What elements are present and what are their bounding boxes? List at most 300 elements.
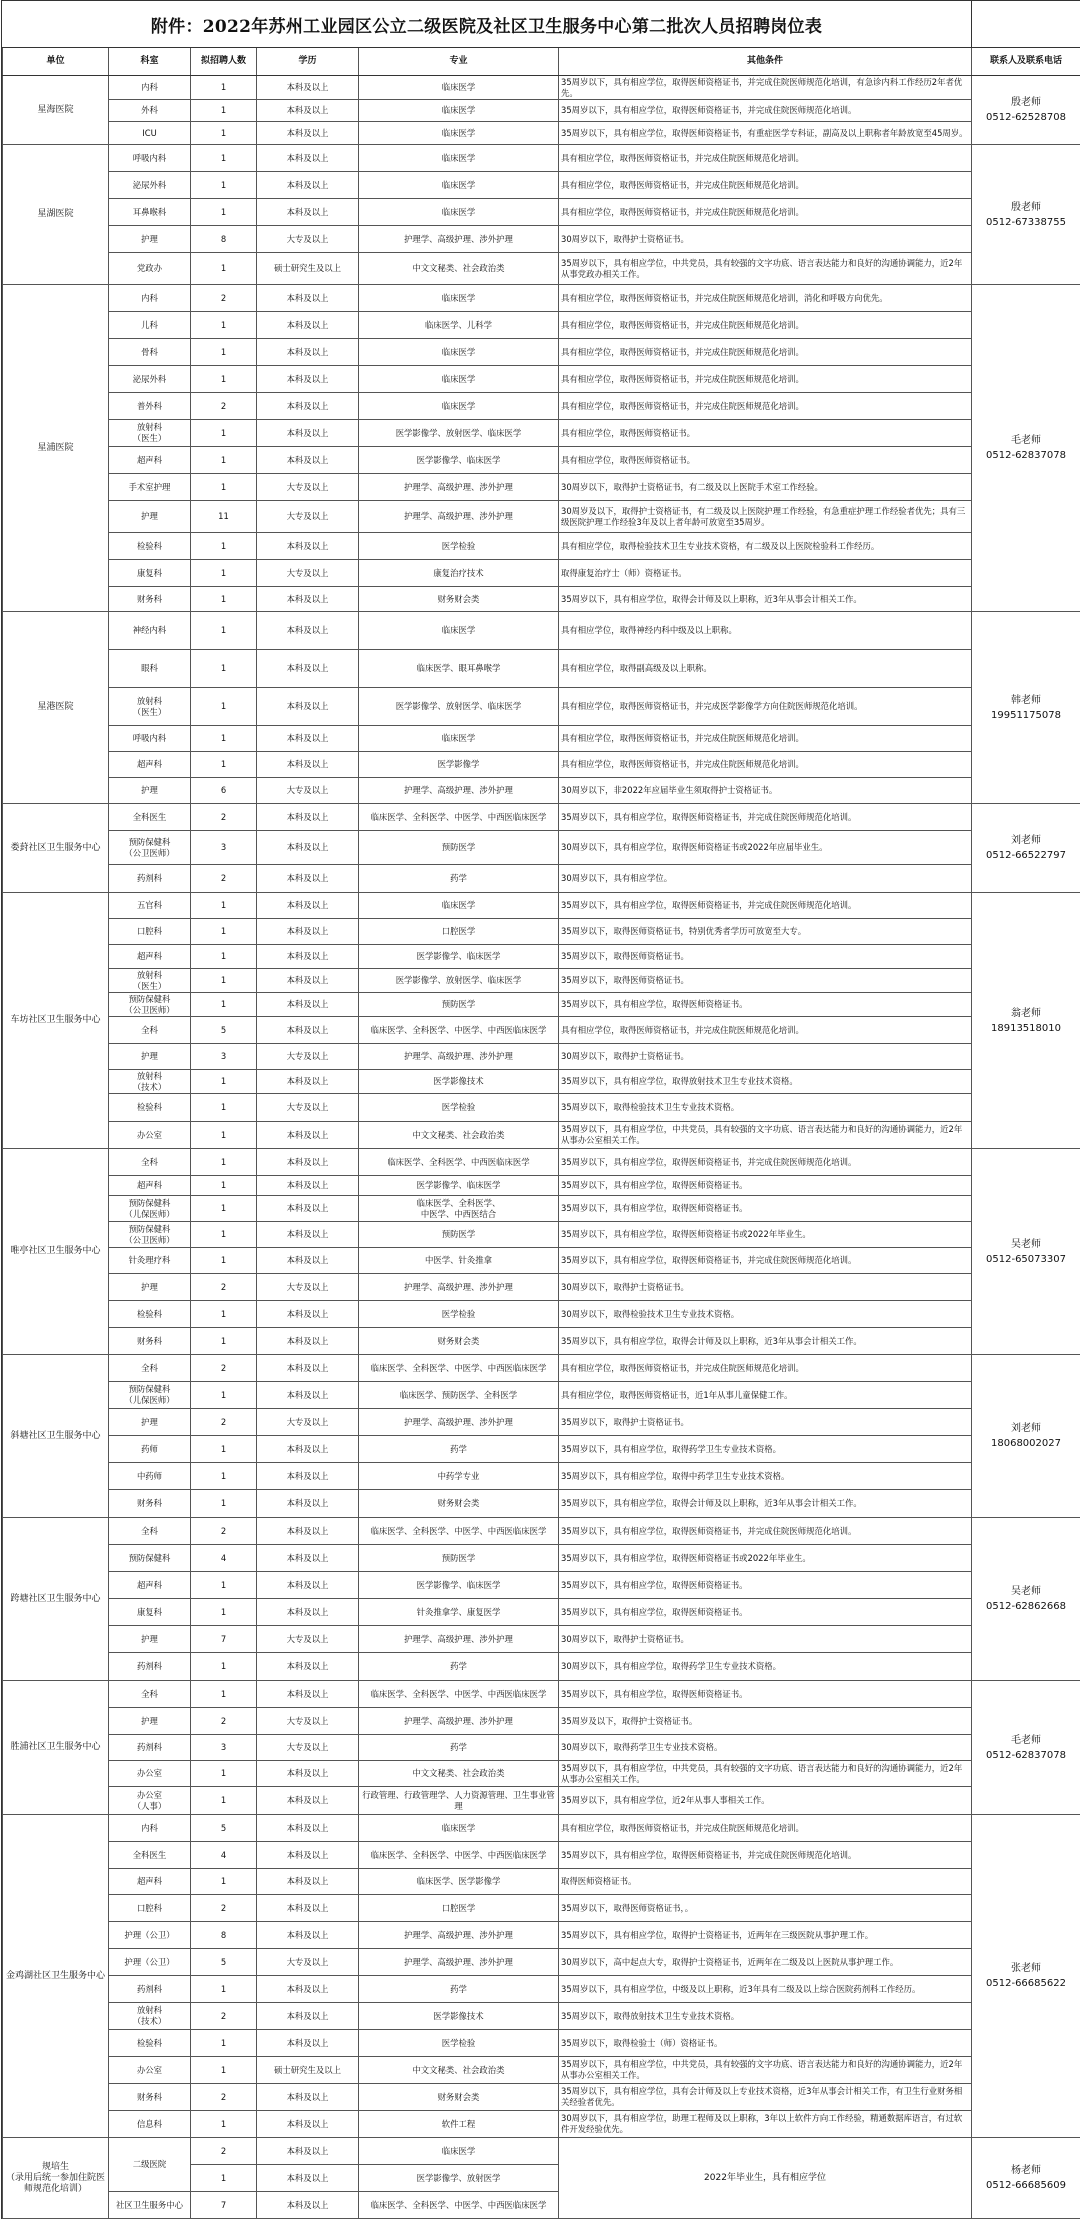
count-cell: 1 xyxy=(191,1681,257,1708)
table-row xyxy=(3,726,1080,752)
dept-cell: 全科医生 xyxy=(109,804,191,831)
conditions-cell: 35周岁以下，具有相应学位，取得医师资格证书，并完成住院医师规范化培训。 xyxy=(559,893,972,919)
conditions-cell: 35周岁以下，具有相应学位，中共党员，具有较强的文字功底、语言表达能力和良好的沟通协调能力，近2年从事办公室相关工作。 xyxy=(559,1761,972,1787)
conditions-cell: 具有相应学位，取得医师资格证书，并完成住院医师规范化培训。 xyxy=(559,1355,972,1382)
education-cell: 本科及以上 xyxy=(257,1355,359,1382)
contact-name: 张老师 xyxy=(974,1961,1078,1976)
education-cell: 本科及以上 xyxy=(257,1599,359,1626)
major-cell: 医学影像技术 xyxy=(359,1070,559,1094)
table-row xyxy=(3,1545,1080,1572)
conditions-cell: 35周岁以下，取得护士资格证书。 xyxy=(559,1409,972,1436)
conditions-cell: 35周岁以下，具有相应学位，取得会计师及以上职称，近3年从事会计相关工作。 xyxy=(559,1328,972,1355)
dept-cell: 预防保健科 （儿保医师） xyxy=(109,1196,191,1222)
education-cell: 本科及以上 xyxy=(257,1436,359,1463)
dept-cell: 儿科 xyxy=(109,312,191,339)
count-cell: 1 xyxy=(191,1248,257,1274)
dept-cell: 全科 xyxy=(109,1681,191,1708)
conditions-cell: 35周岁以下，取得检验士（师）资格证书。 xyxy=(559,2030,972,2057)
education-cell: 大专及以上 xyxy=(257,474,359,501)
major-cell: 医学影像学、放射医学、临床医学 xyxy=(359,420,559,447)
conditions-cell: 35周岁以下，具有相应学位，取得医师资格证书。 xyxy=(559,993,972,1017)
table-row xyxy=(3,1382,1080,1409)
dept-cell: 护理 xyxy=(109,1708,191,1735)
major-cell: 护理学、高级护理、涉外护理 xyxy=(359,1274,559,1301)
dept-cell: 超声科 xyxy=(109,1869,191,1895)
education-cell: 本科及以上 xyxy=(257,893,359,919)
contact-name: 殷老师 xyxy=(974,95,1078,110)
conditions-cell: 35周岁以下，具有相应学位，取得医师资格证书。 xyxy=(559,1572,972,1599)
dept-cell: 检验科 xyxy=(109,2030,191,2057)
count-cell: 1 xyxy=(191,1176,257,1196)
conditions-cell: 具有相应学位，取得医师资格证书，并完成住院医师规范化培训，消化和呼吸方向优先。 xyxy=(559,285,972,312)
major-cell: 口腔医学 xyxy=(359,1895,559,1922)
table-row xyxy=(3,1787,1080,1815)
major-cell: 临床医学 xyxy=(359,199,559,226)
conditions-cell: 35周岁以下，取得医师资格证书，。 xyxy=(559,1895,972,1922)
major-cell: 医学影像学、放射医学、临床医学 xyxy=(359,688,559,726)
count-cell: 8 xyxy=(191,226,257,253)
count-cell: 1 xyxy=(191,945,257,969)
count-cell: 2 xyxy=(191,865,257,893)
table-row xyxy=(3,1572,1080,1599)
dept-cell: 耳鼻喉科 xyxy=(109,199,191,226)
dept-cell: 眼科 xyxy=(109,650,191,688)
contact-phone: 18913518010 xyxy=(974,1021,1078,1036)
education-cell: 本科及以上 xyxy=(257,1222,359,1248)
conditions-cell: 30周岁以下，取得护士资格证书。 xyxy=(559,226,972,253)
education-cell: 大专及以上 xyxy=(257,1735,359,1761)
education-cell: 本科及以上 xyxy=(257,1869,359,1895)
table-row xyxy=(3,145,1080,172)
dept-cell: 放射科 （技术） xyxy=(109,2003,191,2030)
table-row xyxy=(3,1301,1080,1328)
education-cell: 本科及以上 xyxy=(257,339,359,366)
count-cell: 2 xyxy=(191,1518,257,1545)
table-header-row xyxy=(3,48,1080,76)
positions-table xyxy=(2,48,1080,2219)
contact-phone: 18068002027 xyxy=(974,1436,1078,1451)
table-row xyxy=(3,587,1080,612)
major-cell: 医学检验 xyxy=(359,1301,559,1328)
education-cell: 本科及以上 xyxy=(257,1196,359,1222)
count-cell: 1 xyxy=(191,1869,257,1895)
contact-cell xyxy=(972,76,1080,145)
major-cell: 医学影像技术 xyxy=(359,2003,559,2030)
count-cell: 1 xyxy=(191,2165,257,2192)
header-education: 学历 xyxy=(257,48,359,76)
conditions-cell: 30周岁以下，非2022年应届毕业生须取得护士资格证书。 xyxy=(559,778,972,804)
major-cell: 临床医学 xyxy=(359,339,559,366)
table-row xyxy=(3,1653,1080,1681)
major-cell: 中文文秘类、社会政治类 xyxy=(359,1122,559,1149)
count-cell: 1 xyxy=(191,1599,257,1626)
table-row xyxy=(3,172,1080,199)
education-cell: 本科及以上 xyxy=(257,2030,359,2057)
title-row xyxy=(2,0,1080,48)
table-row xyxy=(3,1518,1080,1545)
conditions-cell: 30周岁以下，具有相应学位。 xyxy=(559,865,972,893)
education-cell: 本科及以上 xyxy=(257,2084,359,2111)
count-cell: 1 xyxy=(191,1572,257,1599)
dept-cell: 办公室 xyxy=(109,1761,191,1787)
unit-cell: 星港医院 xyxy=(3,612,109,804)
count-cell: 2 xyxy=(191,1708,257,1735)
count-cell: 1 xyxy=(191,893,257,919)
major-cell: 医学检验 xyxy=(359,2030,559,2057)
contact-cell xyxy=(972,804,1080,893)
contact-name: 殷老师 xyxy=(974,200,1078,215)
major-cell: 护理学、高级护理、涉外护理 xyxy=(359,1409,559,1436)
dept-cell: 超声科 xyxy=(109,447,191,474)
count-cell: 2 xyxy=(191,393,257,420)
conditions-cell: 具有相应学位，取得医师资格证书，并完成医学影像学方向住院医师规范化培训。 xyxy=(559,688,972,726)
table-row xyxy=(3,1017,1080,1044)
major-cell: 医学影像学、临床医学 xyxy=(359,1176,559,1196)
dept-cell: 护理（公卫） xyxy=(109,1949,191,1976)
major-cell: 预防医学 xyxy=(359,831,559,865)
education-cell: 本科及以上 xyxy=(257,145,359,172)
dept-cell: 预防保健科 xyxy=(109,1545,191,1572)
major-cell: 临床医学、全科医学、中医学、中西医临床医学 xyxy=(359,1681,559,1708)
education-cell: 大专及以上 xyxy=(257,778,359,804)
major-cell: 软件工程 xyxy=(359,2111,559,2138)
count-cell: 1 xyxy=(191,1976,257,2003)
education-cell: 本科及以上 xyxy=(257,831,359,865)
education-cell: 本科及以上 xyxy=(257,100,359,122)
count-cell: 2 xyxy=(191,1274,257,1301)
count-cell: 1 xyxy=(191,339,257,366)
dept-cell: 护理 xyxy=(109,1409,191,1436)
conditions-cell: 具有相应学位，取得医师资格证书，并完成住院医师规范化培训。 xyxy=(559,752,972,778)
education-cell: 本科及以上 xyxy=(257,969,359,993)
conditions-cell: 30周岁以下，具有相应学位，取得药学卫生专业技术资格。 xyxy=(559,1653,972,1681)
table-row xyxy=(3,1122,1080,1149)
conditions-cell: 35周岁以下，具有相应学位，取得医师资格证书或2022年毕业生。 xyxy=(559,1222,972,1248)
contact-cell xyxy=(972,1149,1080,1355)
dept-cell: 中药师 xyxy=(109,1463,191,1490)
count-cell: 7 xyxy=(191,2192,257,2219)
header-unit: 单位 xyxy=(3,48,109,76)
major-cell: 预防医学 xyxy=(359,1222,559,1248)
major-cell: 临床医学、眼耳鼻喉学 xyxy=(359,650,559,688)
dept-cell: ICU xyxy=(109,122,191,145)
header-major: 专业 xyxy=(359,48,559,76)
count-cell: 1 xyxy=(191,1122,257,1149)
education-cell: 本科及以上 xyxy=(257,1518,359,1545)
conditions-cell: 取得康复治疗士（师）资格证书。 xyxy=(559,560,972,587)
education-cell: 大专及以上 xyxy=(257,1094,359,1122)
major-cell: 中文文秘类、社会政治类 xyxy=(359,2057,559,2084)
major-cell: 临床医学 xyxy=(359,100,559,122)
education-cell: 大专及以上 xyxy=(257,226,359,253)
major-cell: 护理学、高级护理、涉外护理 xyxy=(359,1044,559,1070)
major-cell: 护理学、高级护理、涉外护理 xyxy=(359,1626,559,1653)
header-dept: 科室 xyxy=(109,48,191,76)
table-row xyxy=(3,100,1080,122)
education-cell: 本科及以上 xyxy=(257,420,359,447)
count-cell: 1 xyxy=(191,1070,257,1094)
table-row xyxy=(3,612,1080,650)
conditions-cell: 具有相应学位，取得医师资格证书，并完成住院医师规范化培训。 xyxy=(559,726,972,752)
unit-cell: 星湖医院 xyxy=(3,145,109,285)
education-cell: 本科及以上 xyxy=(257,1545,359,1572)
major-cell: 医学影像学、放射医学、临床医学 xyxy=(359,969,559,993)
dept-cell: 护理 xyxy=(109,1044,191,1070)
conditions-cell: 35周岁以下，具有相应学位，取得医师资格证书。 xyxy=(559,1681,972,1708)
dept-cell: 口腔科 xyxy=(109,1895,191,1922)
contact-cell xyxy=(972,1815,1080,2138)
dept-cell: 办公室 xyxy=(109,1122,191,1149)
count-cell: 2 xyxy=(191,2138,257,2165)
major-cell: 临床医学 xyxy=(359,893,559,919)
education-cell: 本科及以上 xyxy=(257,447,359,474)
table-row xyxy=(3,1976,1080,2003)
education-cell: 本科及以上 xyxy=(257,752,359,778)
conditions-cell: 30周岁以下，取得护士资格证书。 xyxy=(559,1626,972,1653)
conditions-cell: 35周岁以下，具有相应学位，取得医师资格证书，并完成住院医师规范化培训。 xyxy=(559,1149,972,1176)
table-row xyxy=(3,1176,1080,1196)
conditions-cell: 35周岁以下，具有相应学位，取得会计师及以上职称，近3年从事会计相关工作。 xyxy=(559,587,972,612)
major-cell: 临床医学、全科医学、中医学、中西医临床医学 xyxy=(359,1017,559,1044)
conditions-cell: 30周岁及以下，取得护士资格证书，有二级及以上医院护理工作经验，有急重症护理工作经验者优先；具有三级医院护理工作经验3年及以上者年龄可放宽至35周岁。 xyxy=(559,501,972,533)
dept-cell: 内科 xyxy=(109,1815,191,1842)
dept-cell: 药剂科 xyxy=(109,1976,191,2003)
table-row xyxy=(3,1708,1080,1735)
dept-cell: 财务科 xyxy=(109,587,191,612)
dept-cell: 外科 xyxy=(109,100,191,122)
count-cell: 7 xyxy=(191,1626,257,1653)
table-row xyxy=(3,1761,1080,1787)
conditions-cell: 35周岁以下，具有相应学位，取得医师资格证书。 xyxy=(559,1196,972,1222)
dept-cell: 党政办 xyxy=(109,253,191,285)
contact-name: 刘老师 xyxy=(974,1421,1078,1436)
count-cell: 2 xyxy=(191,1355,257,1382)
conditions-cell: 35周岁以下，具有相应学位，中共党员，具有较强的文字功底、语言表达能力和良好的沟通协调能力，近2年从事办公室相关工作。 xyxy=(559,1122,972,1149)
table-row xyxy=(3,993,1080,1017)
table-row xyxy=(3,1149,1080,1176)
table-row xyxy=(3,969,1080,993)
major-cell: 医学影像学、临床医学 xyxy=(359,1572,559,1599)
major-cell: 预防医学 xyxy=(359,993,559,1017)
dept-cell: 办公室 （人事） xyxy=(109,1787,191,1815)
major-cell: 药学 xyxy=(359,1436,559,1463)
contact-cell xyxy=(972,1518,1080,1681)
conditions-cell: 35周岁以下，取得医师资格证书。 xyxy=(559,969,972,993)
table-row xyxy=(3,1490,1080,1518)
education-cell: 本科及以上 xyxy=(257,393,359,420)
education-cell: 本科及以上 xyxy=(257,1653,359,1681)
contact-name: 吴老师 xyxy=(974,1237,1078,1252)
contact-name: 吴老师 xyxy=(974,1584,1078,1599)
education-cell: 本科及以上 xyxy=(257,945,359,969)
table-row xyxy=(3,752,1080,778)
table-row xyxy=(3,2084,1080,2111)
dept-cell: 五官科 xyxy=(109,893,191,919)
dept-cell: 放射科 （医生） xyxy=(109,420,191,447)
conditions-cell: 30周岁以下，取得药学卫生专业技术资格。 xyxy=(559,1735,972,1761)
education-cell: 本科及以上 xyxy=(257,1895,359,1922)
conditions-cell: 35周岁以下，具有相应学位，取得医师资格证书，有重症医学专科证，副高及以上职称者年龄放宽至45周岁。 xyxy=(559,122,972,145)
count-cell: 1 xyxy=(191,312,257,339)
table-row xyxy=(3,1626,1080,1653)
education-cell: 本科及以上 xyxy=(257,865,359,893)
table-row xyxy=(3,420,1080,447)
major-cell: 财务财会类 xyxy=(359,587,559,612)
table-row xyxy=(3,226,1080,253)
count-cell: 1 xyxy=(191,76,257,100)
contact-cell xyxy=(972,145,1080,285)
count-cell: 1 xyxy=(191,1653,257,1681)
conditions-cell: 35周岁以下，具有相应学位，取得医师资格证书。 xyxy=(559,1176,972,1196)
dept-cell: 预防保健科 （公卫医师） xyxy=(109,831,191,865)
count-cell: 1 xyxy=(191,1196,257,1222)
education-cell: 本科及以上 xyxy=(257,533,359,560)
conditions-cell: 30周岁以下，取得护士资格证书。 xyxy=(559,1274,972,1301)
dept-cell: 检验科 xyxy=(109,533,191,560)
table-body xyxy=(3,76,1080,2219)
dept-cell: 口腔科 xyxy=(109,919,191,945)
table-row xyxy=(3,1248,1080,1274)
education-cell: 本科及以上 xyxy=(257,804,359,831)
education-cell: 大专及以上 xyxy=(257,1708,359,1735)
conditions-cell: 35周岁以下，取得检验技术卫生专业技术资格。 xyxy=(559,1094,972,1122)
major-cell: 医学影像学 xyxy=(359,752,559,778)
count-cell: 2 xyxy=(191,1895,257,1922)
education-cell: 大专及以上 xyxy=(257,1409,359,1436)
conditions-cell: 35周岁及以下，取得护士资格证书。 xyxy=(559,1708,972,1735)
education-cell: 本科及以上 xyxy=(257,312,359,339)
conditions-cell: 具有相应学位，取得医师资格证书，并完成住院医师规范化培训。 xyxy=(559,393,972,420)
dept-cell: 办公室 xyxy=(109,2057,191,2084)
count-cell: 3 xyxy=(191,1044,257,1070)
dept-cell: 药剂科 xyxy=(109,1653,191,1681)
count-cell: 1 xyxy=(191,1328,257,1355)
count-cell: 1 xyxy=(191,650,257,688)
contact-name: 刘老师 xyxy=(974,833,1078,848)
education-cell: 硕士研究生及以上 xyxy=(257,2057,359,2084)
conditions-cell: 30周岁以下，具有相应学位，取得医师资格证书或2022年应届毕业生。 xyxy=(559,831,972,865)
major-cell: 临床医学 xyxy=(359,612,559,650)
count-cell: 1 xyxy=(191,420,257,447)
dept-cell: 财务科 xyxy=(109,2084,191,2111)
major-cell: 临床医学 xyxy=(359,172,559,199)
unit-cell: 星海医院 xyxy=(3,76,109,145)
unit-cell: 娄葑社区卫生服务中心 xyxy=(3,804,109,893)
header-conditions: 其他条件 xyxy=(559,48,972,76)
contact-cell xyxy=(972,1355,1080,1518)
dept-cell: 全科 xyxy=(109,1518,191,1545)
table-row xyxy=(3,2111,1080,2138)
dept-cell: 预防保健科 （公卫医师） xyxy=(109,993,191,1017)
conditions-cell: 35周岁以下，具有相应学位，取得中药学卫生专业技术资格。 xyxy=(559,1463,972,1490)
title-side-cell xyxy=(972,1,1080,47)
table-row xyxy=(3,1094,1080,1122)
major-cell: 护理学、高级护理、涉外护理 xyxy=(359,1949,559,1976)
dept-cell: 超声科 xyxy=(109,752,191,778)
education-cell: 本科及以上 xyxy=(257,366,359,393)
major-cell: 护理学、高级护理、涉外护理 xyxy=(359,501,559,533)
count-cell: 1 xyxy=(191,172,257,199)
contact-name: 毛老师 xyxy=(974,1733,1078,1748)
dept-cell: 泌尿外科 xyxy=(109,366,191,393)
education-cell: 本科及以上 xyxy=(257,1761,359,1787)
table-row xyxy=(3,339,1080,366)
unit-cell: 胜浦社区卫生服务中心 xyxy=(3,1681,109,1815)
major-cell: 针灸推拿学、康复医学 xyxy=(359,1599,559,1626)
table-row xyxy=(3,122,1080,145)
education-cell: 本科及以上 xyxy=(257,650,359,688)
count-cell: 11 xyxy=(191,501,257,533)
count-cell: 1 xyxy=(191,1463,257,1490)
unit-cell: 跨塘社区卫生服务中心 xyxy=(3,1518,109,1681)
table-row xyxy=(3,1222,1080,1248)
table-row xyxy=(3,919,1080,945)
conditions-cell: 具有相应学位，取得神经内科中级及以上职称。 xyxy=(559,612,972,650)
dept-cell: 药师 xyxy=(109,1436,191,1463)
unit-cell: 金鸡湖社区卫生服务中心 xyxy=(3,1815,109,2138)
table-row xyxy=(3,1070,1080,1094)
dept-cell: 手术室护理 xyxy=(109,474,191,501)
conditions-cell: 35周岁以下，具有相应学位，取得医师资格证书，并完成住院医师规范化培训。 xyxy=(559,100,972,122)
conditions-cell: 取得医师资格证书。 xyxy=(559,1869,972,1895)
count-cell: 1 xyxy=(191,533,257,560)
major-cell: 临床医学、预防医学、全科医学 xyxy=(359,1382,559,1409)
table-row xyxy=(3,1842,1080,1869)
table-row xyxy=(3,366,1080,393)
major-cell: 护理学、高级护理、涉外护理 xyxy=(359,1708,559,1735)
dept-cell: 二级医院 xyxy=(109,2138,191,2192)
contact-name: 翁老师 xyxy=(974,1006,1078,1021)
unit-cell: 唯亭社区卫生服务中心 xyxy=(3,1149,109,1355)
conditions-cell: 35周岁以下，具有相应学位，取得医师资格证书，并完成住院医师规范化培训，有急诊内科工作经历2年者优先。 xyxy=(559,76,972,100)
major-cell: 财务财会类 xyxy=(359,1328,559,1355)
education-cell: 本科及以上 xyxy=(257,1149,359,1176)
contact-name: 杨老师 xyxy=(974,2163,1078,2178)
contact-phone: 0512-62862668 xyxy=(974,1599,1078,1614)
count-cell: 3 xyxy=(191,1735,257,1761)
table-row xyxy=(3,1463,1080,1490)
major-cell: 口腔医学 xyxy=(359,919,559,945)
dept-cell: 信息科 xyxy=(109,2111,191,2138)
major-cell: 临床医学、全科医学、中医学、中西医临床医学 xyxy=(359,1355,559,1382)
dept-cell: 药剂科 xyxy=(109,1735,191,1761)
major-cell: 药学 xyxy=(359,1735,559,1761)
major-cell: 临床医学、医学影像学 xyxy=(359,1869,559,1895)
conditions-cell: 35周岁以下，具有相应学位，近2年从事人事相关工作。 xyxy=(559,1787,972,1815)
table-row xyxy=(3,312,1080,339)
conditions-cell: 35周岁以下，具有相应学位，中级及以上职称，近3年具有二级及以上综合医院药剂科工作经历。 xyxy=(559,1976,972,2003)
contact-phone: 0512-66685609 xyxy=(974,2178,1078,2193)
education-cell: 大专及以上 xyxy=(257,501,359,533)
education-cell: 本科及以上 xyxy=(257,1328,359,1355)
major-cell: 临床医学、全科医学、中医学、中西医临床医学 xyxy=(359,2192,559,2219)
major-cell: 护理学、高级护理、涉外护理 xyxy=(359,226,559,253)
major-cell: 医学检验 xyxy=(359,533,559,560)
conditions-cell: 35周岁以下，具有相应学位，取得医师资格证书，并完成住院医师规范化培训。 xyxy=(559,1518,972,1545)
conditions-cell: 35周岁以下，具有相应学位，取得放射技术卫生专业技术资格。 xyxy=(559,1070,972,1094)
conditions-cell: 35周岁以下，具有相应学位，取得医师资格证书，并完成住院医师规范化培训。 xyxy=(559,1248,972,1274)
major-cell: 临床医学 xyxy=(359,393,559,420)
contact-phone: 0512-62837078 xyxy=(974,1748,1078,1763)
education-cell: 大专及以上 xyxy=(257,560,359,587)
conditions-cell: 35周岁以下，具有相应学位，取得医师资格证书。 xyxy=(559,1599,972,1626)
conditions-cell: 30周岁以下，取得检验技术卫生专业技术资格。 xyxy=(559,1301,972,1328)
count-cell: 4 xyxy=(191,1842,257,1869)
education-cell: 本科及以上 xyxy=(257,285,359,312)
dept-cell: 泌尿外科 xyxy=(109,172,191,199)
education-cell: 本科及以上 xyxy=(257,1122,359,1149)
conditions-cell: 30周岁以下，取得护士资格证书，有二级及以上医院手术室工作经验。 xyxy=(559,474,972,501)
